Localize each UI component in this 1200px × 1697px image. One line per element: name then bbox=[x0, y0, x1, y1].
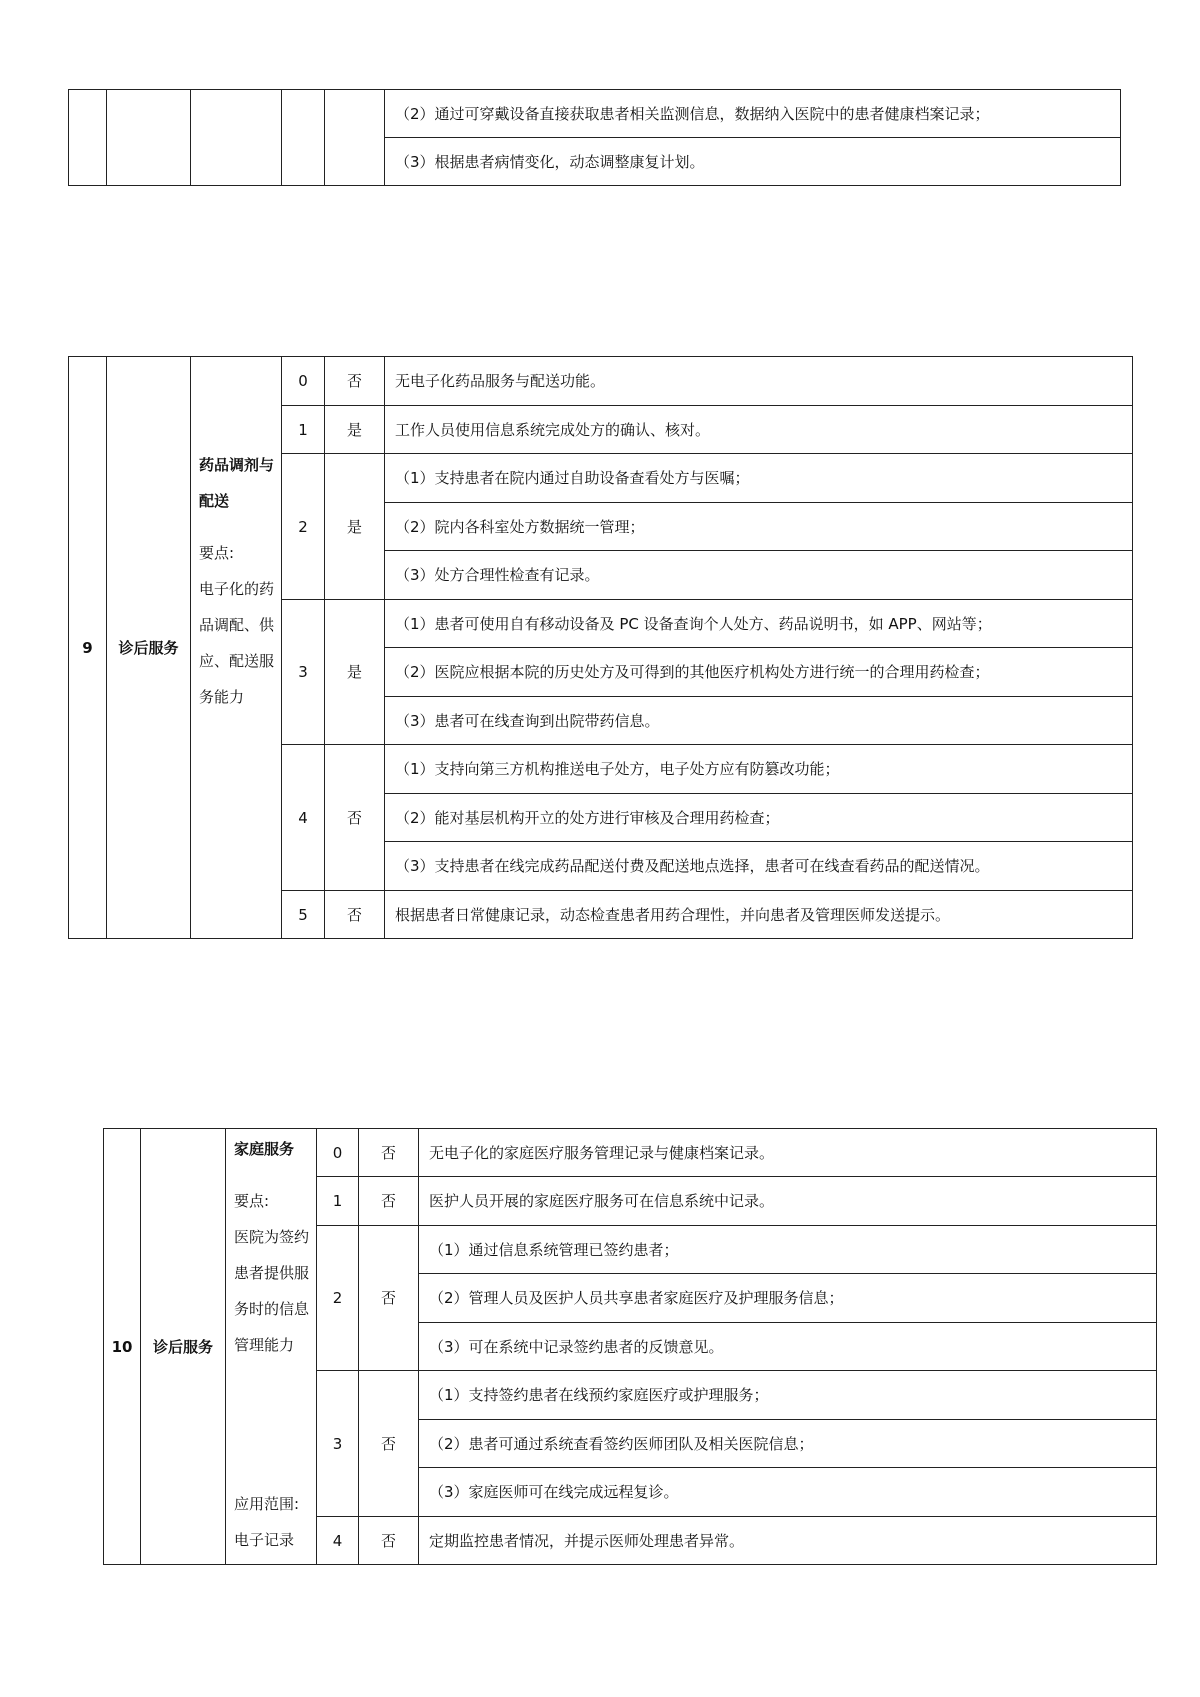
key-text: 医院为签约患者提供服务时的信息管理能力 bbox=[234, 1228, 310, 1354]
level-yn: 否 bbox=[325, 745, 385, 891]
level-yn: 否 bbox=[359, 1371, 419, 1517]
item-category: 诊后服务 bbox=[141, 1129, 226, 1565]
table-cell-empty bbox=[191, 90, 282, 186]
table-cell-empty bbox=[107, 90, 191, 186]
level-number: 4 bbox=[317, 1517, 359, 1565]
requirement-text: 工作人员使用信息系统完成处方的确认、核对。 bbox=[385, 406, 1133, 454]
requirement-text: （3）处方合理性检查有记录。 bbox=[385, 551, 1133, 600]
item-description bbox=[226, 1129, 317, 1565]
key-label: 要点: bbox=[234, 1192, 270, 1210]
requirement-text: （1）支持向第三方机构推送电子处方，电子处方应有防篡改功能； bbox=[385, 745, 1133, 794]
level-number: 4 bbox=[282, 745, 325, 891]
requirement-text: 无电子化的家庭医疗服务管理记录与健康档案记录。 bbox=[419, 1129, 1157, 1177]
item-category: 诊后服务 bbox=[107, 357, 191, 939]
level-yn: 否 bbox=[325, 891, 385, 939]
requirement-text: （2）患者可通过系统查看签约医师团队及相关医院信息； bbox=[419, 1420, 1157, 1468]
requirement-text: （1）通过信息系统管理已签约患者； bbox=[419, 1226, 1157, 1274]
level-yn: 是 bbox=[325, 406, 385, 454]
level-number: 0 bbox=[317, 1129, 359, 1177]
table-continued bbox=[68, 89, 1121, 186]
scope-label: 应用范围: bbox=[234, 1495, 300, 1513]
item-title: 药品调剂与配送 bbox=[199, 456, 275, 510]
level-number: 1 bbox=[317, 1177, 359, 1226]
level-number: 3 bbox=[317, 1371, 359, 1517]
level-yn: 是 bbox=[325, 454, 385, 600]
requirement-text: 根据患者日常健康记录，动态检查患者用药合理性，并向患者及管理医师发送提示。 bbox=[385, 891, 1133, 939]
table-cell-empty bbox=[282, 90, 325, 186]
requirement-text: 定期监控患者情况，并提示医师处理患者异常。 bbox=[419, 1517, 1157, 1565]
requirement-text: 无电子化药品服务与配送功能。 bbox=[385, 357, 1133, 406]
requirement-text: （2）通过可穿戴设备直接获取患者相关监测信息，数据纳入医院中的患者健康档案记录； bbox=[385, 90, 1121, 138]
key-text: 电子化的药品调配、供应、配送服务能力 bbox=[199, 580, 275, 706]
requirement-text: （2）能对基层机构开立的处方进行审核及合理用药检查； bbox=[385, 794, 1133, 842]
evaluation-table-9 bbox=[68, 356, 1133, 939]
requirement-text: （1）支持签约患者在线预约家庭医疗或护理服务； bbox=[419, 1371, 1157, 1420]
level-yn: 否 bbox=[359, 1517, 419, 1565]
scope-text: 电子记录 bbox=[234, 1531, 295, 1549]
requirement-text: （2）医院应根据本院的历史处方及可得到的其他医疗机构处方进行统一的合理用药检查； bbox=[385, 648, 1133, 697]
requirement-text: （1）患者可使用自有移动设备及 PC 设备查询个人处方、药品说明书，如 APP、网站等； bbox=[385, 600, 1133, 648]
requirement-text: （3）支持患者在线完成药品配送付费及配送地点选择，患者可在线查看药品的配送情况。 bbox=[385, 842, 1133, 891]
requirement-text: 医护人员开展的家庭医疗服务可在信息系统中记录。 bbox=[419, 1177, 1157, 1226]
item-index: 10 bbox=[104, 1129, 141, 1565]
level-number: 1 bbox=[282, 406, 325, 454]
key-label: 要点: bbox=[199, 544, 235, 562]
item-description bbox=[191, 357, 282, 939]
requirement-text: （3）可在系统中记录签约患者的反馈意见。 bbox=[419, 1323, 1157, 1371]
level-yn: 否 bbox=[359, 1177, 419, 1226]
level-yn: 是 bbox=[325, 600, 385, 745]
evaluation-table-10 bbox=[103, 1128, 1157, 1565]
level-number: 0 bbox=[282, 357, 325, 406]
level-yn: 否 bbox=[359, 1129, 419, 1177]
level-number: 2 bbox=[282, 454, 325, 600]
item-index: 9 bbox=[69, 357, 107, 939]
level-number: 5 bbox=[282, 891, 325, 939]
table-cell-empty bbox=[69, 90, 107, 186]
level-yn: 否 bbox=[359, 1226, 419, 1371]
requirement-text: （2）管理人员及医护人员共享患者家庭医疗及护理服务信息； bbox=[419, 1274, 1157, 1323]
level-number: 3 bbox=[282, 600, 325, 745]
requirement-text: （3）根据患者病情变化，动态调整康复计划。 bbox=[385, 138, 1121, 186]
requirement-text: （3）患者可在线查询到出院带药信息。 bbox=[385, 697, 1133, 745]
level-number: 2 bbox=[317, 1226, 359, 1371]
requirement-text: （3）家庭医师可在线完成远程复诊。 bbox=[419, 1468, 1157, 1517]
table-cell-empty bbox=[325, 90, 385, 186]
item-title: 家庭服务 bbox=[234, 1140, 295, 1158]
requirement-text: （2）院内各科室处方数据统一管理； bbox=[385, 503, 1133, 551]
requirement-text: （1）支持患者在院内通过自助设备查看处方与医嘱； bbox=[385, 454, 1133, 503]
level-yn: 否 bbox=[325, 357, 385, 406]
